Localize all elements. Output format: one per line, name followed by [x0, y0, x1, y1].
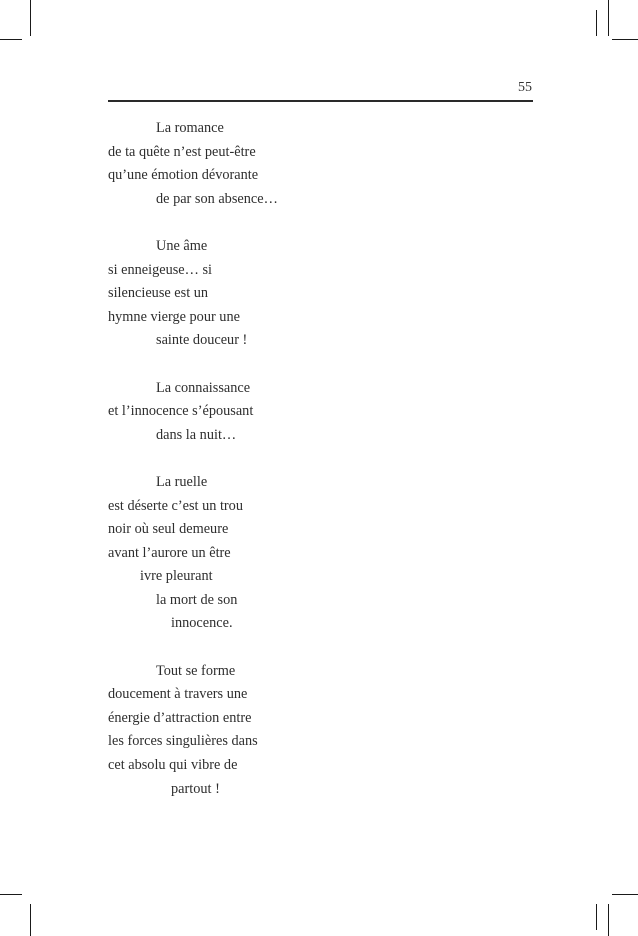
stanza — [108, 117, 278, 211]
crop-mark — [0, 894, 22, 895]
stanza — [108, 660, 278, 802]
poem-line: la mort de son — [156, 591, 238, 608]
poem-line: doucement à travers une — [108, 686, 248, 703]
page-number: 55 — [518, 80, 532, 95]
poem-line: de ta quête n’est peut-être — [108, 143, 256, 160]
crop-mark — [612, 39, 638, 40]
crop-mark — [608, 904, 609, 936]
poem-line: est déserte c’est un trou — [108, 497, 243, 514]
header-rule — [108, 100, 533, 102]
poem-line: partout ! — [171, 780, 220, 797]
poem-line: innocence. — [171, 615, 233, 632]
poem-line: ivre pleurant — [140, 568, 213, 585]
poem-line: noir où seul demeure — [108, 521, 229, 538]
poem-line: qu’une émotion dévorante — [108, 167, 259, 184]
poem-line: La romance — [156, 120, 224, 136]
poem-line: cet absolu qui vibre de — [108, 757, 238, 774]
stanza — [108, 377, 278, 448]
crop-mark — [596, 10, 597, 36]
poem-line: La ruelle — [156, 473, 208, 490]
poem — [108, 117, 278, 801]
crop-mark — [612, 894, 638, 895]
poem-line: sainte douceur ! — [156, 332, 248, 349]
poem-line: dans la nuit… — [156, 426, 237, 443]
stanza — [108, 235, 278, 353]
poem-line: les forces singulières dans — [108, 733, 258, 750]
crop-mark — [30, 0, 31, 36]
poem-line: silencieuse est un — [108, 285, 209, 302]
poem-line: Tout se forme — [156, 662, 236, 679]
crop-mark — [0, 39, 22, 40]
poem-line: La connaissance — [156, 379, 251, 396]
stanza — [108, 471, 278, 636]
crop-mark — [608, 0, 609, 36]
crop-mark — [596, 904, 597, 930]
poem-line: de par son absence… — [156, 190, 278, 207]
poem-line: si enneigeuse… si — [108, 261, 213, 278]
poem-line: et l’innocence s’épousant — [108, 403, 254, 420]
crop-mark — [30, 904, 31, 936]
poem-line: hymne vierge pour une — [108, 308, 240, 325]
poem-line: énergie d’attraction entre — [108, 709, 252, 726]
poem-line: avant l’aurore un être — [108, 544, 231, 561]
poem-line: Une âme — [156, 237, 208, 254]
